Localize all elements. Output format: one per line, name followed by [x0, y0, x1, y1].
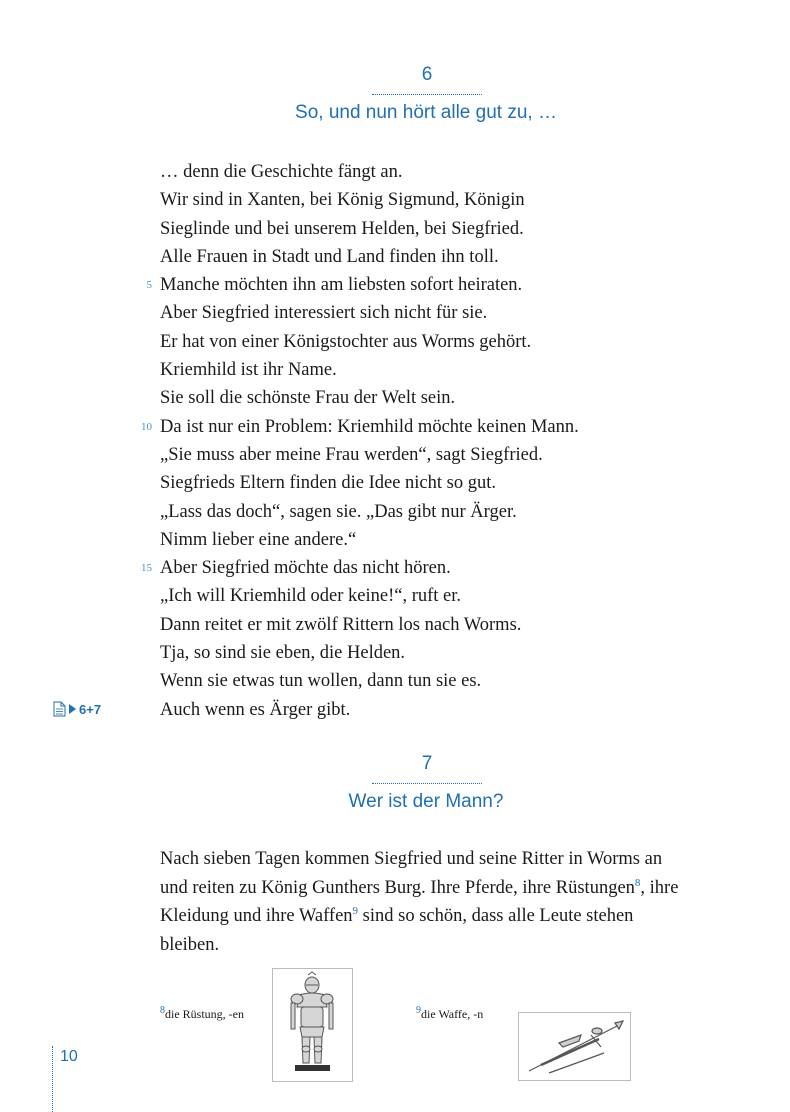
footnote-marker-9[interactable]: 9: [352, 905, 359, 917]
chapter-6-divider: [372, 94, 482, 95]
poem-line: [160, 498, 680, 526]
poem-line: [160, 243, 680, 271]
knight-armor-icon: [273, 969, 352, 1081]
poem-line-text: Manche möchten ihn am liebsten sofort heiraten.: [160, 275, 523, 296]
chapter-6-title: So, und nun hört alle gut zu, …: [295, 102, 557, 123]
audio-track-label: 6+7: [79, 701, 102, 717]
poem-line-text: Alle Frauen in Stadt und Land finden ihn toll.: [160, 246, 499, 267]
poem-line-text: Sie soll die schönste Frau der Welt sein.: [160, 388, 456, 409]
chapter-7-number: 7: [421, 753, 433, 774]
glossary-entry-waffe: [416, 1007, 483, 1022]
poem-line-text: Siegfrieds Eltern finden die Idee nicht so gut.: [160, 473, 496, 494]
poem-line: [160, 215, 680, 243]
poem-line: [160, 469, 680, 497]
poem-line: [160, 696, 680, 724]
glossary-term: die Rüstung, -en: [165, 1007, 244, 1021]
margin-divider: [52, 1046, 53, 1112]
chapter-7-title: Wer ist der Mann?: [348, 791, 504, 812]
chapter-6-number: 6: [421, 64, 433, 85]
line-number: 10: [141, 420, 152, 433]
glossary-term: die Waffe, -n: [421, 1007, 484, 1021]
poem-line: [160, 582, 680, 610]
poem-line: [160, 384, 680, 412]
poem-line: [160, 441, 680, 469]
glossary-number: 9: [416, 1005, 421, 1016]
page-number: 10: [60, 1048, 78, 1065]
poem-line-text: Da ist nur ein Problem: Kriemhild möchte keinen Mann.: [160, 416, 579, 437]
poem-line: [160, 639, 680, 667]
line-number: 5: [146, 279, 152, 292]
poem-line: [141, 413, 680, 441]
line-number: 15: [141, 562, 152, 575]
poem-line-text: Wenn sie etwas tun wollen, dann tun sie es.: [160, 671, 482, 692]
poem-line-text: Tja, so sind sie eben, die Helden.: [160, 643, 406, 664]
armor-illustration: [272, 968, 353, 1082]
poem-line-text: … denn die Geschichte fängt an.: [160, 162, 403, 182]
paragraph-text: sind so schön, dass alle Leute stehen bleiben.: [160, 906, 634, 955]
poem-line-text: Dann reitet er mit zwölf Rittern los nach Worms.: [160, 614, 522, 635]
poem-line-text: Nimm lieber eine andere.“: [160, 529, 357, 550]
poem-line-text: Kriemhild ist ihr Name.: [160, 360, 337, 381]
poem-line: [160, 328, 680, 356]
play-icon: [69, 704, 76, 714]
chapter-7-divider: [372, 783, 482, 784]
poem-line: [146, 271, 680, 299]
glossary-number: 8: [160, 1005, 165, 1016]
poem-line: [160, 526, 680, 554]
document-icon: [53, 701, 66, 717]
poem-line-text: Er hat von einer Königstochter aus Worms gehört.: [160, 331, 532, 352]
weapons-illustration: [518, 1012, 631, 1081]
poem-line: [160, 186, 680, 214]
poem-line: [160, 356, 680, 384]
poem-line-text: Auch wenn es Ärger gibt.: [160, 699, 351, 720]
poem-line: [160, 158, 680, 186]
poem-line: [141, 554, 680, 582]
paragraph-text: , ihre Kleidung und ihre Waffen: [160, 877, 679, 926]
audio-track-reference[interactable]: [53, 700, 101, 718]
glossary-entry-ruestung: [160, 1007, 244, 1022]
chapter-7-paragraph: [160, 845, 680, 959]
footnote-marker-8[interactable]: 8: [634, 876, 641, 889]
paragraph-text: Nach sieben Tagen kommen Siegfried und seine Ritter in Worms an und reiten zu König Gunthers Burg. Ihre Pferde, ihre Rüstungen: [160, 849, 663, 898]
poem-line-text: Aber Siegfried möchte das nicht hören.: [160, 558, 451, 579]
poem-line-text: Wir sind in Xanten, bei König Sigmund, Königin: [160, 190, 525, 211]
poem-line: [160, 299, 680, 327]
poem-line-text: „Lass das doch“, sagen sie. „Das gibt nur Ärger.: [160, 501, 517, 522]
poem-line: [160, 611, 680, 639]
poem-line-text: „Sie muss aber meine Frau werden“, sagt Siegfried.: [160, 444, 543, 465]
poem-line-text: „Ich will Kriemhild oder keine!“, ruft er.: [160, 586, 462, 607]
poem-line-text: Aber Siegfried interessiert sich nicht für sie.: [160, 303, 488, 324]
poem-text: [141, 158, 680, 724]
poem-line: [160, 667, 680, 695]
poem-line-text: Sieglinde und bei unserem Helden, bei Siegfried.: [160, 218, 524, 239]
weapons-icon: [519, 1013, 630, 1080]
